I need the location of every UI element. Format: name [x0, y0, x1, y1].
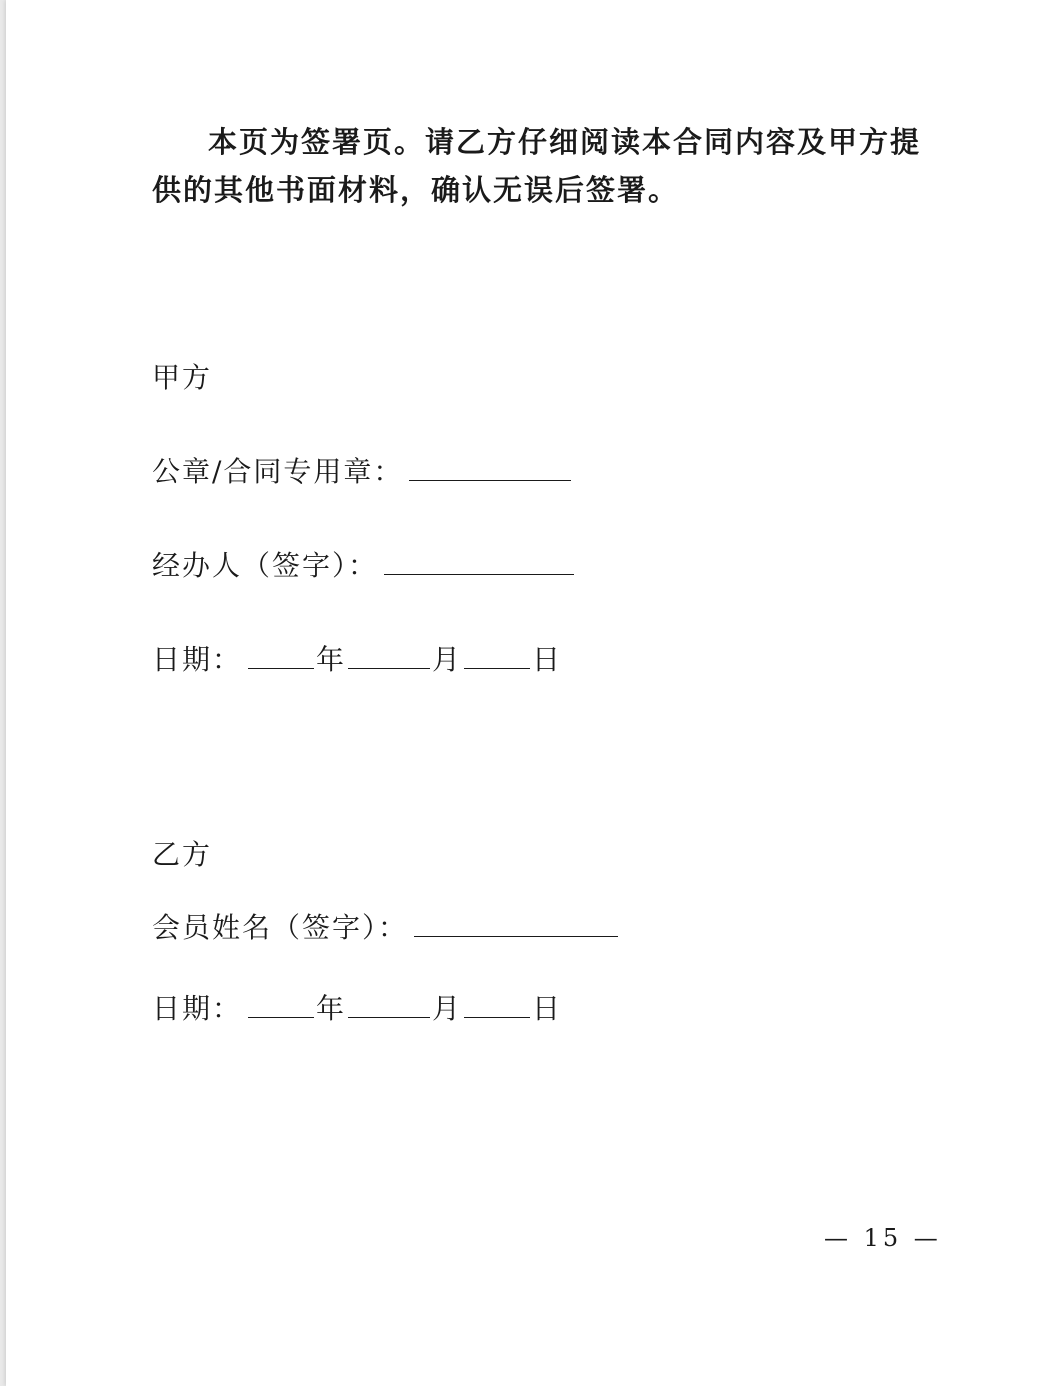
party-b-date-label: 日期： [152, 992, 243, 1025]
party-a-date-label: 日期： [152, 643, 243, 676]
party-a-year-blank[interactable] [248, 644, 314, 669]
party-a-agent-row [152, 548, 576, 584]
agent-label: 经办人（签字）： [152, 549, 379, 582]
seal-label: 公章/合同专用章： [152, 455, 404, 488]
party-b-year-blank[interactable] [248, 993, 314, 1018]
party-a-day-label: 日 [532, 643, 563, 676]
party-b-heading-text: 乙方 [152, 838, 213, 871]
party-a-heading-text: 甲方 [152, 361, 213, 394]
party-b-month-label: 月 [432, 992, 463, 1025]
party-b-year-label: 年 [316, 992, 347, 1025]
party-a-year-label: 年 [316, 643, 347, 676]
party-b-heading [152, 837, 212, 873]
party-a-day-blank[interactable] [464, 644, 530, 669]
signature-page [6, 0, 1040, 1386]
signature-notice [152, 118, 932, 214]
party-a-month-label: 月 [432, 643, 463, 676]
party-b-day-blank[interactable] [464, 993, 530, 1018]
signature-notice-text: 本页为签署页。请乙方仔细阅读本合同内容及甲方提供的其他书面材料，确认无误后签署。 [152, 125, 922, 207]
member-name-label: 会员姓名（签字）： [152, 911, 409, 944]
party-b-member-row [152, 910, 620, 946]
party-b-day-label: 日 [532, 992, 563, 1025]
party-a-date-row [152, 642, 562, 678]
seal-blank[interactable] [409, 456, 571, 481]
party-b-date-row [152, 991, 562, 1027]
party-a-heading [152, 360, 212, 396]
party-b-month-blank[interactable] [348, 993, 430, 1018]
agent-signature-blank[interactable] [384, 550, 574, 575]
page-number: — 15 — [824, 1224, 942, 1252]
member-signature-blank[interactable] [414, 912, 618, 937]
party-a-seal-row [152, 454, 573, 490]
party-a-month-blank[interactable] [348, 644, 430, 669]
